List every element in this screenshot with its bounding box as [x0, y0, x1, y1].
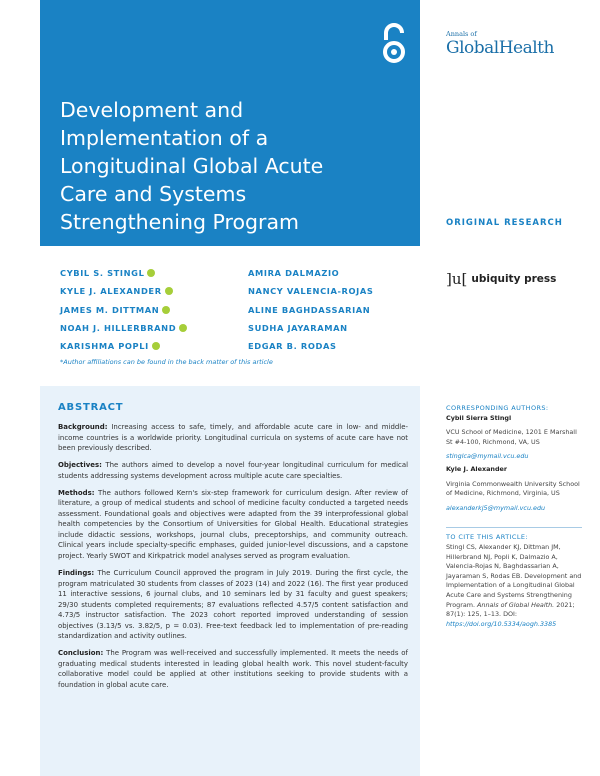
corresponding-name: Kyle J. Alexander: [446, 464, 508, 473]
abstract-body: [58, 422, 408, 697]
email-link[interactable]: stinglca@mymail.vcu.edu: [446, 452, 529, 461]
doi-link[interactable]: https://doi.org/10.5334/aogh.3385: [446, 619, 557, 628]
email-link[interactable]: alexanderkj5@mymail.vcu.edu: [446, 503, 546, 512]
corresponding-address: VCU School of Medicine, 1201 E Marshall St #4-100, Richmond, VA, US: [446, 428, 577, 446]
orcid-icon[interactable]: [179, 324, 187, 332]
citation-heading: TO CITE THIS ARTICLE:: [446, 533, 528, 542]
sidebar-divider: [446, 527, 582, 528]
author: EDGAR B. RODAS: [248, 341, 337, 352]
author: AMIRA DALMAZIO: [248, 268, 340, 278]
abstract-section: Background: Increasing access to safe, timely, and affordable acute care in low- and middle-income countries is a worldwide priority. Longitudinal curricula on systems of acute care have not been previously described.: [58, 423, 408, 452]
author[interactable]: CYBIL S. STINGL: [60, 268, 187, 286]
author-list-right: [248, 268, 373, 359]
publisher-mark: ]u[: [446, 270, 468, 288]
article-title: Development and Implementation of a Longitudinal Global Acute Care and Systems Strengthening Program: [60, 98, 324, 234]
publisher-name: ubiquity press: [471, 273, 557, 285]
orcid-icon[interactable]: [152, 342, 160, 350]
abstract-section: Findings: The Curriculum Council approved the program in July 2019. During the first cycle, the program matriculated 30 students from classes of 2023 (14) and 2022 (16). The first year produced 11 interactive sessions, 6 journal clubs, and 10 seminars led by 31 faculty and guest speakers; 29/30 students completed requirements; 87 evaluations reflected 4.57/5 content satisfaction and 4.73/5 instructor satisfaction. The 2023 cohort reported improved understanding of session objectives (3.13/5 vs. 3.82/5, p = 0.03). Free-text feedback led to implementation of pre-reading standardization and activity outlines.: [58, 569, 408, 641]
abstract-section: Methods: The authors followed Kern's six-step framework for curriculum design. After review of literature, a group of medical students and school of medicine faculty conducted a targeted needs assessment. Foundational goals and objectives were adapted from the 39 interprofessional global health competencies by the Consortium of Universities for Global Health. Educational strategies include didactic sessions, workshops, journal clubs, preceptorships, and community outreach. Clinical years include specialty-specific emphases, guided junior-level discussions, and a capstone project. Yearly SWOT and Kirkpatrick model analyses served as program evaluation.: [58, 488, 408, 560]
author: SUDHA JAYARAMAN: [248, 322, 348, 333]
author[interactable]: NOAH J. HILLERBRAND: [60, 323, 187, 341]
author[interactable]: KARISHMA POPLI: [60, 341, 187, 359]
orcid-icon[interactable]: [147, 269, 155, 277]
corresponding-heading: CORRESPONDING AUTHORS:: [446, 404, 549, 412]
author-list-left: [60, 268, 187, 359]
abstract-section: Objectives: The authors aimed to develop a novel four-year longitudinal curriculum for medical students addressing systems development across multiple acute care specialties.: [58, 461, 408, 480]
article-type: ORIGINAL RESEARCH: [446, 218, 563, 228]
journal-logo[interactable]: [446, 30, 576, 58]
author: ALINE BAGHDASSARIAN: [248, 304, 371, 315]
orcid-icon[interactable]: [165, 287, 173, 295]
corresponding-address: Virginia Commonwealth University School of Medicine, Richmond, Virginia, US: [446, 479, 580, 498]
abstract-section: Conclusion: The Program was well-received and successfully implemented. It meets the needs of graduating medical students interested in leading global health work. This novel student-faculty collaborative model could be applied at other institutions seeking to provide students with a foundation in global acute care.: [58, 649, 408, 689]
journal-name: GlobalHealth: [446, 38, 554, 58]
orcid-icon[interactable]: [162, 306, 170, 314]
citation-text: Stingl CS, Alexander KJ, Dittman JM, Hillerbrand NJ, Popli K, Dalmazio A, Valencia-Rojas N, Baghdassarian A, Jayaraman S, Rodas EB. Development and Implementation of a Longitudinal Global Acute Care and Systems Strengthening Program. Annals of Global Health. 2021; 87(1): 125, 1–13. DOI: https://doi.org/10.5334/aogh.3385: [446, 542, 582, 628]
abstract-heading: ABSTRACT: [58, 402, 124, 413]
affiliation-note: *Author affiliations can be found in the back matter of this article: [60, 358, 273, 366]
author[interactable]: JAMES M. DITTMAN: [60, 305, 187, 323]
publisher-logo[interactable]: [446, 270, 556, 288]
corresponding-name: Cybil Sierra Stingl: [446, 413, 512, 422]
author: NANCY VALENCIA-ROJAS: [248, 286, 374, 297]
sidebar: [446, 404, 582, 629]
journal-prefix: Annals of: [446, 30, 477, 38]
open-access-icon: [380, 22, 408, 66]
author[interactable]: KYLE J. ALEXANDER: [60, 286, 187, 304]
